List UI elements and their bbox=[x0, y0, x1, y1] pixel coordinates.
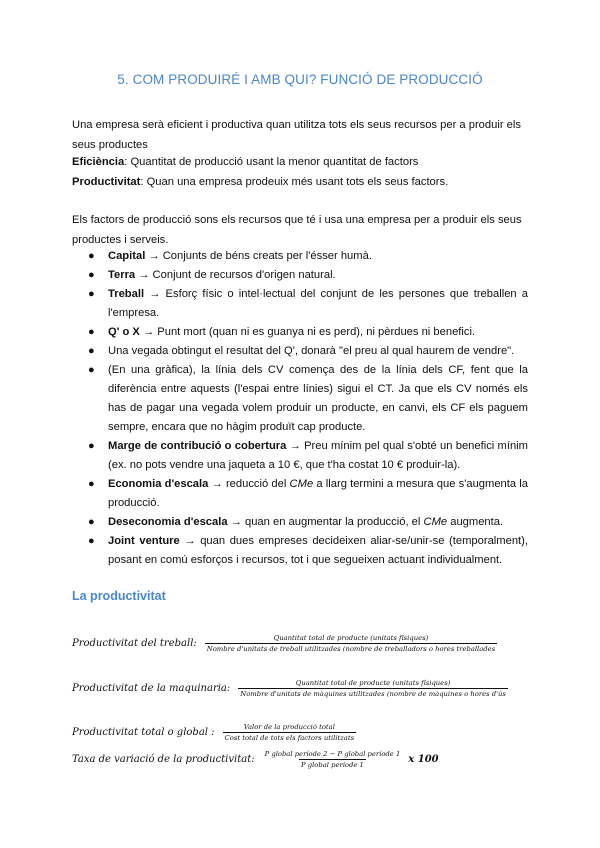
productivitat-line bbox=[72, 173, 528, 193]
productivitat-term: Productivitat bbox=[72, 176, 141, 188]
bullet-term: Deseconomia d'escala bbox=[108, 516, 228, 528]
formula-taxa-variacio bbox=[72, 750, 439, 769]
formula-total-global bbox=[72, 723, 356, 742]
eficiencia-term: Eficiència bbox=[72, 156, 125, 168]
bullet-italic: CMe bbox=[289, 478, 314, 490]
bullet-text: a llarg termini a mesura que s'augmenta la producció. bbox=[108, 478, 529, 509]
intro-paragraph bbox=[72, 116, 528, 155]
list-item bbox=[72, 342, 528, 361]
productivitat-definition: : Quan una empresa prodeuix més usant tots els seus factors. bbox=[140, 176, 449, 188]
eficiencia-line bbox=[72, 153, 528, 173]
list-item bbox=[72, 266, 528, 285]
bullet-term: Treball bbox=[108, 288, 145, 300]
eficiencia-definition: : Quantitat de producció usant la menor quantitat de factors bbox=[124, 156, 419, 168]
bullet-icon: ● bbox=[88, 345, 95, 357]
list-item bbox=[72, 361, 528, 437]
bullet-icon: ● bbox=[88, 250, 95, 262]
list-item bbox=[72, 513, 528, 532]
bullet-text: (En una gràfica), la línia dels CV comença des de la línia dels CF, fent que la diferència entre aquests (l'espai entre línies) sigui el CT. Ja que els CV només els has de pagar una vegada volem produir un producte, en canvi, els CF els paguem sempre, encara que no hàgim produït cap producte. bbox=[108, 364, 528, 433]
bullet-text: → quan dues empreses decideixen aliar-se/unir-se (temporalment), posant en comú esforços i recursos, tot i que segueixen actuant individualment. bbox=[108, 535, 528, 566]
bullet-icon: ● bbox=[88, 440, 95, 452]
formula-maquinaria bbox=[72, 679, 508, 698]
bullet-icon: ● bbox=[88, 288, 95, 300]
bullet-text: → Conjunts de béns creats per l'ésser humà. bbox=[145, 250, 372, 262]
bullet-icon: ● bbox=[88, 535, 95, 547]
factors-intro: Els factors de producció sons els recursos que té i usa una empresa per a produir els seus productes i serveis. bbox=[72, 214, 522, 246]
formula-denominator: Cost total de tots els factors utilitzats bbox=[224, 734, 355, 742]
bullet-text: → Preu mínim pel qual s'obté un benefici mínim (ex. no pots vendre una jaqueta a 10 €, que t'ha costat 10 € produir-la). bbox=[108, 440, 528, 471]
formula-numerator: Quantitat total de producte (unitats físiques) bbox=[295, 679, 451, 687]
intro-sentence: Una empresa serà eficient i productiva quan utilitza tots els seus recursos per a produir els seus productes bbox=[72, 119, 521, 151]
page-title: 5. COM PRODUIRÉ I AMB QUI? FUNCIÓ DE PRODUCCIÓ bbox=[117, 72, 483, 87]
bullet-text: → reducció del bbox=[208, 478, 290, 490]
factors-list bbox=[72, 247, 528, 570]
formula-label: Productivitat del treball: bbox=[72, 638, 197, 649]
bullet-term: Capital bbox=[108, 250, 146, 262]
bullet-icon: ● bbox=[88, 364, 95, 376]
bullet-icon: ● bbox=[88, 516, 95, 528]
bullet-text: → Conjunt de recursos d'origen natural. bbox=[135, 269, 336, 281]
formula-label: Productivitat de la maquinaria: bbox=[72, 683, 231, 694]
formula-treball bbox=[72, 634, 497, 653]
bullet-italic: CMe bbox=[423, 516, 448, 528]
formula-numerator: P global període 2 − P global període 1 bbox=[264, 750, 401, 758]
formula-fraction bbox=[238, 679, 508, 698]
bullet-icon: ● bbox=[88, 269, 95, 281]
formula-multiplier: x 100 bbox=[408, 754, 439, 765]
list-item bbox=[72, 285, 528, 323]
bullet-text: → Punt mort (quan ni es guanya ni es perd), ni pèrdues ni benefici. bbox=[139, 326, 476, 338]
bullet-icon: ● bbox=[88, 326, 95, 338]
list-item bbox=[72, 247, 528, 266]
formula-label: Taxa de variació de la productivitat: bbox=[72, 754, 255, 765]
formula-denominator: Nombre d'unitats de màquines utilitzades (nombre de màquines o hores d'ús bbox=[240, 690, 506, 698]
bullet-text: Una vegada obtingut el resultat del Q', donarà "el preu al qual haurem de vendre". bbox=[108, 345, 515, 357]
bullet-term: Q' o X bbox=[108, 326, 140, 338]
bullet-text: → Esforç físic o intel·lectual del conjunt de les persones que treballen a l'empresa. bbox=[108, 288, 528, 319]
bullet-term: Joint venture bbox=[108, 535, 180, 547]
bullet-term: Terra bbox=[108, 269, 136, 281]
formula-label: Productivitat total o global : bbox=[72, 727, 215, 738]
bullet-term: Marge de contribució o cobertura bbox=[108, 440, 287, 452]
list-item bbox=[72, 437, 528, 475]
formula-fraction bbox=[263, 750, 403, 769]
formula-denominator: Nombre d'unitats de treball utilitzades (nombre de treballadors o hores treballades bbox=[206, 645, 496, 653]
formula-fraction bbox=[205, 634, 497, 653]
bullet-term: Economia d'escala bbox=[108, 478, 209, 490]
formula-fraction bbox=[223, 723, 357, 742]
bullet-text: → quan en augmentar la producció, el bbox=[227, 516, 424, 528]
list-item bbox=[72, 323, 528, 342]
bullet-icon: ● bbox=[88, 478, 95, 490]
section-heading: La productivitat bbox=[72, 589, 166, 603]
list-item bbox=[72, 532, 528, 570]
formula-denominator: P global període 1 bbox=[301, 761, 364, 769]
formula-numerator: Quantitat total de producte (unitats físiques) bbox=[273, 634, 429, 642]
bullet-text: augmenta. bbox=[447, 516, 504, 528]
formula-numerator: Valor de la producció total bbox=[243, 723, 335, 731]
list-item bbox=[72, 475, 528, 513]
